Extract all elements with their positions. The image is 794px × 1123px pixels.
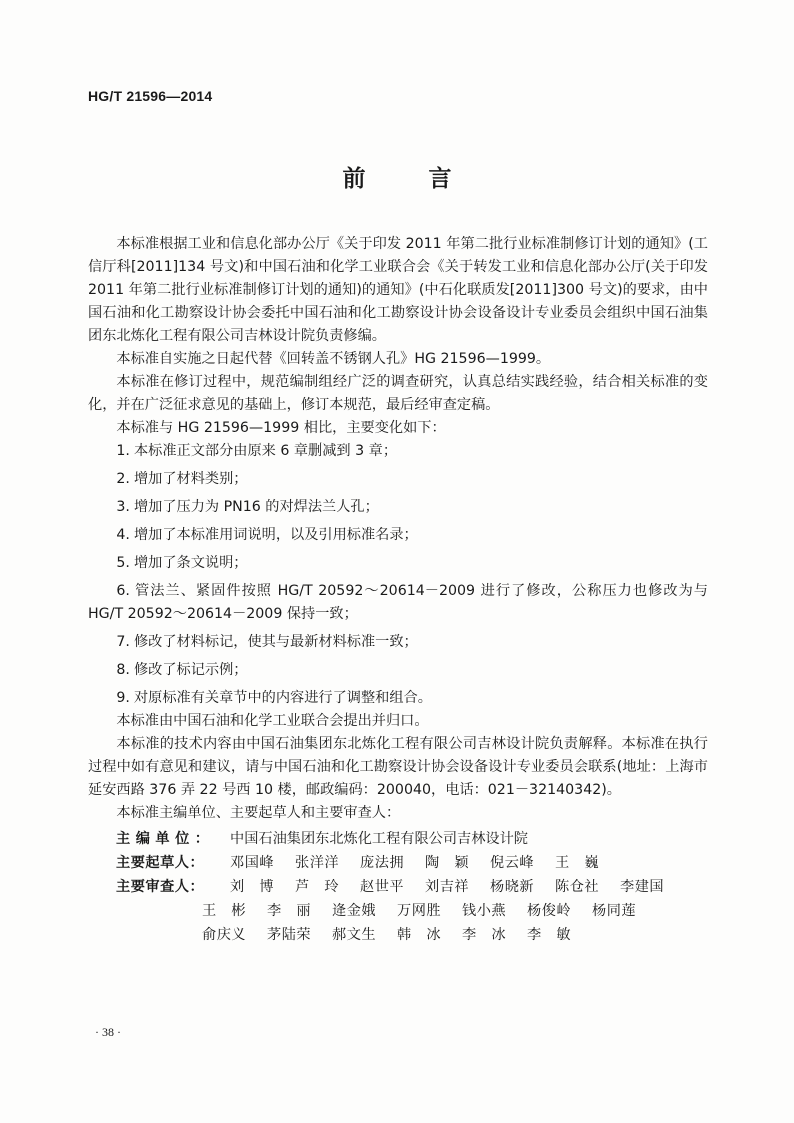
reviewer-name: 杨俊岭 (527, 903, 572, 919)
drafters-names (230, 851, 708, 875)
drafter-name: 庞法拥 (360, 855, 405, 871)
list-item: 6. 管法兰、紧固件按照 HG/T 20592～20614－2009 进行了修改，公称压力也修改为与 HG/T 20592～20614－2009 保持一致； (88, 583, 708, 622)
reviewer-name: 李 丽 (267, 903, 312, 919)
reviewer-name: 王 彬 (202, 903, 247, 919)
drafter-name: 邓国峰 (230, 855, 275, 871)
contributors-block (88, 827, 708, 947)
page-number: · 38 · (95, 1025, 121, 1039)
reviewers-row-1 (88, 875, 708, 899)
paragraph-contributors-intro: 本标准主编单位、主要起草人和主要审查人： (116, 805, 401, 821)
reviewer-name: 陈仓社 (555, 879, 600, 895)
reviewer-name: 刘吉祥 (425, 879, 470, 895)
reviewer-name: 茅陆荣 (267, 927, 312, 943)
reviewer-name: 郝文生 (332, 927, 377, 943)
paragraph-revision-process: 本标准在修订过程中，规范编制组经广泛的调查研究，认真总结实践经验，结合相关标准的变化，并在广泛征求意见的基础上，修订本规范，最后经审查定稿。 (88, 374, 708, 413)
paragraph-proposed-by: 本标准由中国石油和化学工业联合会提出并归口。 (116, 713, 429, 729)
reviewers-names (202, 899, 657, 923)
paragraph-changes-intro: 本标准与 HG 21596—1999 相比，主要变化如下： (116, 420, 446, 436)
reviewer-name: 李建国 (620, 879, 665, 895)
reviewer-name: 赵世平 (360, 879, 405, 895)
list-item: 5. 增加了条文说明； (116, 555, 248, 571)
list-item: 1. 本标准正文部分由原来 6 章删减到 3 章； (116, 443, 398, 459)
list-item: 8. 修改了标记示例； (116, 662, 248, 678)
reviewer-name: 芦 玲 (295, 879, 340, 895)
list-item: 4. 增加了本标准用词说明，以及引用标准名录； (116, 527, 418, 543)
chief-unit-label: 主编单位： (116, 831, 215, 847)
list-item: 2. 增加了材料类别； (116, 471, 248, 487)
reviewer-name: 逄金娥 (332, 903, 377, 919)
preface-body (88, 233, 708, 947)
reviewers-row-2 (88, 899, 708, 923)
reviewer-name: 杨同莲 (592, 903, 637, 919)
drafter-name: 陶 颖 (425, 855, 470, 871)
reviewer-name: 钱小燕 (462, 903, 507, 919)
drafters-row (88, 851, 708, 875)
reviewers-label: 主要审查人： (116, 879, 205, 895)
reviewer-name: 韩 冰 (397, 927, 442, 943)
chief-unit-value: 中国石油集团东北炼化工程有限公司吉林设计院 (230, 831, 528, 847)
chief-unit-row (88, 827, 708, 851)
reviewer-name: 俞庆义 (202, 927, 247, 943)
standard-code: HG/T 21596—2014 (88, 88, 213, 104)
reviewer-name: 李 敏 (527, 927, 572, 943)
reviewer-name: 刘 博 (230, 879, 275, 895)
drafter-name: 张洋洋 (295, 855, 340, 871)
list-item: 3. 增加了压力为 PN16 的对焊法兰人孔； (116, 499, 379, 515)
paragraph-interpretation: 本标准的技术内容由中国石油集团东北炼化工程有限公司吉林设计院负责解释。本标准在执行过程中如有意见和建议，请与中国石油和化工勘察设计协会设备设计专业委员会联系(地址：上海市延安西路 376 弄 22 号西 10 楼，邮政编码：200040，电话：021－32140342)。 (88, 736, 708, 798)
reviewers-row-3 (88, 923, 708, 947)
reviewers-names (202, 923, 592, 947)
drafter-name: 王 巍 (555, 855, 600, 871)
reviewer-name: 李 冰 (462, 927, 507, 943)
drafter-name: 倪云峰 (490, 855, 535, 871)
changes-list (88, 440, 708, 710)
reviewers-names (230, 875, 708, 899)
list-item: 7. 修改了材料标记，使其与最新材料标准一致； (116, 634, 418, 650)
drafters-label: 主要起草人： (116, 855, 205, 871)
paragraph-basis: 本标准根据工业和信息化部办公厅《关于印发 2011 年第二批行业标准制修订计划的通知》(工信厅科[2011]134 号文)和中国石油和化学工业联合会《关于转发工业和信息化部办公厅(关于印发 2011 年第二批行业标准制修订计划的通知)的通知》(中石化联质发[2011]300 号文)的要求，由中国石油和化工勘察设计协会委托中国石油和化工勘察设计协会设备设计专业委员会组织中国石油集团东北炼化工程有限公司吉林设计院负责修编。 (88, 236, 708, 344)
paragraph-replacement: 本标准自实施之日起代替《回转盖不锈钢人孔》HG 21596—1999。 (116, 351, 551, 367)
reviewer-name: 万网胜 (397, 903, 442, 919)
list-item: 9. 对原标准有关章节中的内容进行了调整和组合。 (116, 690, 432, 706)
reviewer-name: 杨晓新 (490, 879, 535, 895)
page-title: 前 言 (342, 166, 472, 192)
